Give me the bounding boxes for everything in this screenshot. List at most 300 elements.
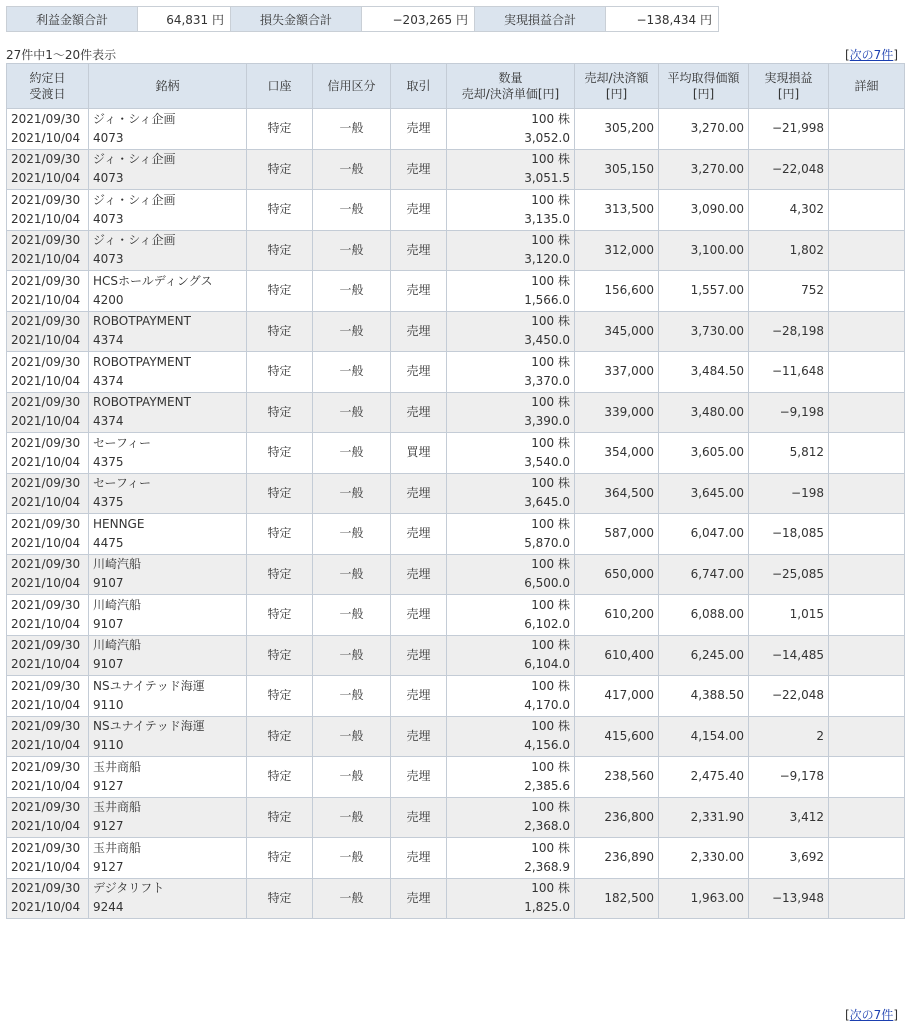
table-row: [7, 149, 905, 190]
quantity-cell: [447, 190, 575, 231]
trade-date: 2021/09/30: [11, 476, 81, 491]
table-row: [7, 352, 905, 393]
quantity-cell: [447, 716, 575, 757]
trade-date: 2021/09/30: [11, 516, 81, 531]
avg-price-cell: 3,100.00: [659, 230, 749, 271]
trade-date: 2021/09/30: [11, 678, 81, 693]
quantity-cell: [447, 230, 575, 271]
name-cell: [89, 190, 247, 231]
table-row: [7, 190, 905, 231]
avg-price-cell: 3,090.00: [659, 190, 749, 231]
account-cell: 特定: [247, 311, 313, 352]
credit-cell: 一般: [313, 190, 391, 231]
quantity: 100 株: [531, 354, 570, 369]
account-cell: 特定: [247, 473, 313, 514]
table-row: [7, 716, 905, 757]
table-row: [7, 757, 905, 798]
amount-cell: 415,600: [575, 716, 659, 757]
pl-cell: 752: [749, 271, 829, 312]
header-avg-price: 平均取得価額 [円]: [659, 64, 749, 109]
table-row: [7, 635, 905, 676]
account-cell: 特定: [247, 190, 313, 231]
settlement-date: 2021/10/04: [11, 495, 81, 510]
pl-cell: −22,048: [749, 149, 829, 190]
account-cell: 特定: [247, 757, 313, 798]
account-cell: 特定: [247, 878, 313, 919]
account-cell: 特定: [247, 797, 313, 838]
account-cell: 特定: [247, 392, 313, 433]
stock-code: 9127: [93, 819, 124, 834]
pl-cell: 4,302: [749, 190, 829, 231]
quantity-cell: [447, 473, 575, 514]
date-cell: [7, 635, 89, 676]
name-cell: [89, 838, 247, 879]
date-cell: [7, 230, 89, 271]
stock-name: 玉井商船: [93, 840, 142, 855]
credit-cell: 一般: [313, 595, 391, 636]
avg-price-cell: 2,475.40: [659, 757, 749, 798]
detail-cell: [829, 311, 905, 352]
unit-price: 3,390.0: [524, 414, 570, 429]
avg-price-cell: 4,154.00: [659, 716, 749, 757]
account-cell: 特定: [247, 838, 313, 879]
settlement-date: 2021/10/04: [11, 252, 81, 267]
header-detail: 詳細: [829, 64, 905, 109]
stock-code: 4200: [93, 292, 124, 307]
header-name: 銘柄: [89, 64, 247, 109]
quantity: 100 株: [531, 273, 570, 288]
stock-name: デジタリフト: [93, 881, 165, 896]
credit-cell: 一般: [313, 676, 391, 717]
trade-cell: 売埋: [391, 311, 447, 352]
unit-price: 6,104.0: [524, 657, 570, 672]
table-row: [7, 271, 905, 312]
name-cell: [89, 271, 247, 312]
settlement-date: 2021/10/04: [11, 535, 81, 550]
account-cell: 特定: [247, 554, 313, 595]
trade-cell: 売埋: [391, 878, 447, 919]
quantity-cell: [447, 352, 575, 393]
trade-cell: 売埋: [391, 109, 447, 150]
pl-cell: −22,048: [749, 676, 829, 717]
table-row: [7, 878, 905, 919]
quantity-cell: [447, 797, 575, 838]
trade-cell: 売埋: [391, 352, 447, 393]
avg-price-cell: 1,557.00: [659, 271, 749, 312]
name-cell: [89, 595, 247, 636]
settlement-date: 2021/10/04: [11, 333, 81, 348]
pl-cell: 2: [749, 716, 829, 757]
unit-price: 1,566.0: [524, 292, 570, 307]
detail-cell: [829, 676, 905, 717]
quantity: 100 株: [531, 435, 570, 450]
quantity-cell: [447, 878, 575, 919]
detail-cell: [829, 595, 905, 636]
stock-code: 4374: [93, 373, 124, 388]
trade-cell: 売埋: [391, 635, 447, 676]
name-cell: [89, 473, 247, 514]
stock-code: 9127: [93, 778, 124, 793]
trade-date: 2021/09/30: [11, 800, 81, 815]
date-cell: [7, 838, 89, 879]
settlement-date: 2021/10/04: [11, 859, 81, 874]
credit-cell: 一般: [313, 149, 391, 190]
header-date: 約定日 受渡日: [7, 64, 89, 109]
unit-price: 2,385.6: [524, 778, 570, 793]
credit-cell: 一般: [313, 635, 391, 676]
amount-cell: 587,000: [575, 514, 659, 555]
settlement-date: 2021/10/04: [11, 576, 81, 591]
name-cell: [89, 797, 247, 838]
name-cell: [89, 109, 247, 150]
table-row: [7, 514, 905, 555]
pl-cell: −198: [749, 473, 829, 514]
quantity: 100 株: [531, 638, 570, 653]
avg-price-cell: 6,088.00: [659, 595, 749, 636]
table-row: [7, 676, 905, 717]
settlement-date: 2021/10/04: [11, 130, 81, 145]
settlement-date: 2021/10/04: [11, 414, 81, 429]
pl-cell: −25,085: [749, 554, 829, 595]
credit-cell: 一般: [313, 838, 391, 879]
trade-date: 2021/09/30: [11, 314, 81, 329]
header-account: 口座: [247, 64, 313, 109]
avg-price-cell: 3,484.50: [659, 352, 749, 393]
trade-date: 2021/09/30: [11, 233, 81, 248]
unit-price: 3,645.0: [524, 495, 570, 510]
avg-price-cell: 3,480.00: [659, 392, 749, 433]
table-row: [7, 797, 905, 838]
quantity: 100 株: [531, 597, 570, 612]
amount-cell: 610,200: [575, 595, 659, 636]
trade-date: 2021/09/30: [11, 192, 81, 207]
date-cell: [7, 757, 89, 798]
stock-name: NSユナイテッド海運: [93, 678, 205, 693]
quantity: 100 株: [531, 476, 570, 491]
name-cell: [89, 554, 247, 595]
pl-cell: −28,198: [749, 311, 829, 352]
pl-cell: 1,015: [749, 595, 829, 636]
name-cell: [89, 433, 247, 474]
avg-price-cell: 4,388.50: [659, 676, 749, 717]
account-cell: 特定: [247, 230, 313, 271]
name-cell: [89, 676, 247, 717]
table-row: [7, 595, 905, 636]
stock-name: ジィ・シィ企画: [93, 111, 176, 126]
avg-price-cell: 3,605.00: [659, 433, 749, 474]
detail-cell: [829, 514, 905, 555]
credit-cell: 一般: [313, 797, 391, 838]
quantity-cell: [447, 757, 575, 798]
stock-name: 川崎汽船: [93, 557, 142, 572]
trade-history-table: [6, 63, 905, 919]
name-cell: [89, 716, 247, 757]
pl-cell: −11,648: [749, 352, 829, 393]
stock-code: 9110: [93, 738, 124, 753]
credit-cell: 一般: [313, 716, 391, 757]
next-page-link-top[interactable]: 次の7件: [849, 48, 894, 62]
amount-cell: 339,000: [575, 392, 659, 433]
stock-code: 9244: [93, 900, 124, 915]
stock-name: ROBOTPAYMENT: [93, 314, 191, 329]
pl-cell: −18,085: [749, 514, 829, 555]
stock-code: 4374: [93, 414, 124, 429]
detail-cell: [829, 554, 905, 595]
trade-cell: 売埋: [391, 838, 447, 879]
unit-price: 3,135.0: [524, 211, 570, 226]
stock-code: 9110: [93, 697, 124, 712]
amount-cell: 345,000: [575, 311, 659, 352]
pagination-bottom: [次の7件]: [844, 1008, 898, 1022]
stock-code: 4375: [93, 454, 124, 469]
quantity: 100 株: [531, 111, 570, 126]
stock-code: 4475: [93, 535, 124, 550]
stock-code: 4375: [93, 495, 124, 510]
stock-code: 9107: [93, 616, 124, 631]
trade-date: 2021/09/30: [11, 354, 81, 369]
avg-price-cell: 6,245.00: [659, 635, 749, 676]
account-cell: 特定: [247, 433, 313, 474]
credit-cell: 一般: [313, 352, 391, 393]
unit-price: 4,156.0: [524, 738, 570, 753]
quantity: 100 株: [531, 800, 570, 815]
quantity-cell: [447, 676, 575, 717]
pl-total-label: 実現損益合計: [475, 7, 606, 32]
settlement-date: 2021/10/04: [11, 454, 81, 469]
account-cell: 特定: [247, 635, 313, 676]
trade-date: 2021/09/30: [11, 273, 81, 288]
amount-cell: 354,000: [575, 433, 659, 474]
settlement-date: 2021/10/04: [11, 616, 81, 631]
account-cell: 特定: [247, 595, 313, 636]
unit-price: 5,870.0: [524, 535, 570, 550]
avg-price-cell: 1,963.00: [659, 878, 749, 919]
stock-code: 9107: [93, 657, 124, 672]
table-row: [7, 433, 905, 474]
trade-cell: 売埋: [391, 514, 447, 555]
quantity-cell: [447, 635, 575, 676]
detail-cell: [829, 838, 905, 879]
stock-name: NSユナイテッド海運: [93, 719, 205, 734]
result-count: 27件中1～20件表示: [6, 48, 117, 62]
credit-cell: 一般: [313, 554, 391, 595]
quantity: 100 株: [531, 395, 570, 410]
quantity: 100 株: [531, 314, 570, 329]
detail-cell: [829, 433, 905, 474]
next-page-link-bottom[interactable]: 次の7件: [849, 1008, 894, 1022]
account-cell: 特定: [247, 149, 313, 190]
quantity-cell: [447, 271, 575, 312]
unit-price: 6,102.0: [524, 616, 570, 631]
amount-cell: 417,000: [575, 676, 659, 717]
quantity: 100 株: [531, 719, 570, 734]
unit-price: 3,052.0: [524, 130, 570, 145]
table-row: [7, 554, 905, 595]
amount-cell: 236,800: [575, 797, 659, 838]
amount-cell: 305,200: [575, 109, 659, 150]
name-cell: [89, 352, 247, 393]
amount-cell: 610,400: [575, 635, 659, 676]
trade-date: 2021/09/30: [11, 395, 81, 410]
quantity: 100 株: [531, 516, 570, 531]
trade-cell: 売埋: [391, 797, 447, 838]
settlement-date: 2021/10/04: [11, 211, 81, 226]
quantity: 100 株: [531, 192, 570, 207]
settlement-date: 2021/10/04: [11, 738, 81, 753]
unit-price: 3,120.0: [524, 252, 570, 267]
date-cell: [7, 716, 89, 757]
unit-price: 2,368.9: [524, 859, 570, 874]
settlement-date: 2021/10/04: [11, 778, 81, 793]
stock-name: ROBOTPAYMENT: [93, 354, 191, 369]
account-cell: 特定: [247, 514, 313, 555]
pl-cell: 3,692: [749, 838, 829, 879]
pl-cell: −13,948: [749, 878, 829, 919]
date-cell: [7, 271, 89, 312]
detail-cell: [829, 149, 905, 190]
trade-cell: 買埋: [391, 433, 447, 474]
detail-cell: [829, 797, 905, 838]
detail-cell: [829, 271, 905, 312]
detail-cell: [829, 473, 905, 514]
detail-cell: [829, 757, 905, 798]
date-cell: [7, 473, 89, 514]
settlement-date: 2021/10/04: [11, 292, 81, 307]
name-cell: [89, 878, 247, 919]
date-cell: [7, 554, 89, 595]
table-row: [7, 838, 905, 879]
date-cell: [7, 352, 89, 393]
amount-cell: 236,890: [575, 838, 659, 879]
stock-name: ジィ・シィ企画: [93, 233, 176, 248]
trade-cell: 売埋: [391, 271, 447, 312]
pl-cell: −9,198: [749, 392, 829, 433]
summary-table: [6, 6, 719, 32]
avg-price-cell: 2,330.00: [659, 838, 749, 879]
stock-name: ROBOTPAYMENT: [93, 395, 191, 410]
quantity-cell: [447, 311, 575, 352]
loss-total-label: 損失金額合計: [231, 7, 362, 32]
settlement-date: 2021/10/04: [11, 171, 81, 186]
stock-name: ジィ・シィ企画: [93, 192, 176, 207]
date-cell: [7, 311, 89, 352]
trade-date: 2021/09/30: [11, 152, 81, 167]
settlement-date: 2021/10/04: [11, 819, 81, 834]
quantity: 100 株: [531, 759, 570, 774]
trade-cell: 売埋: [391, 757, 447, 798]
date-cell: [7, 433, 89, 474]
trade-cell: 売埋: [391, 716, 447, 757]
trade-date: 2021/09/30: [11, 840, 81, 855]
stock-code: 4073: [93, 252, 124, 267]
amount-cell: 305,150: [575, 149, 659, 190]
name-cell: [89, 392, 247, 433]
stock-code: 4073: [93, 171, 124, 186]
detail-cell: [829, 190, 905, 231]
pl-cell: 3,412: [749, 797, 829, 838]
detail-cell: [829, 878, 905, 919]
detail-cell: [829, 392, 905, 433]
date-cell: [7, 797, 89, 838]
name-cell: [89, 149, 247, 190]
quantity: 100 株: [531, 152, 570, 167]
stock-name: 川崎汽船: [93, 597, 142, 612]
date-cell: [7, 109, 89, 150]
date-cell: [7, 878, 89, 919]
stock-name: 川崎汽船: [93, 638, 142, 653]
account-cell: 特定: [247, 716, 313, 757]
amount-cell: 156,600: [575, 271, 659, 312]
header-credit: 信用区分: [313, 64, 391, 109]
credit-cell: 一般: [313, 109, 391, 150]
avg-price-cell: 2,331.90: [659, 797, 749, 838]
table-row: [7, 473, 905, 514]
trade-date: 2021/09/30: [11, 557, 81, 572]
credit-cell: 一般: [313, 311, 391, 352]
stock-name: 玉井商船: [93, 800, 142, 815]
trade-cell: 売埋: [391, 230, 447, 271]
pl-cell: −9,178: [749, 757, 829, 798]
table-row: [7, 392, 905, 433]
unit-price: 3,540.0: [524, 454, 570, 469]
trade-date: 2021/09/30: [11, 435, 81, 450]
name-cell: [89, 311, 247, 352]
detail-cell: [829, 635, 905, 676]
quantity: 100 株: [531, 881, 570, 896]
stock-code: 4073: [93, 130, 124, 145]
quantity-cell: [447, 838, 575, 879]
profit-total-label: 利益金額合計: [7, 7, 138, 32]
trade-cell: 売埋: [391, 595, 447, 636]
quantity: 100 株: [531, 840, 570, 855]
pl-cell: 5,812: [749, 433, 829, 474]
profit-total-value: 64,831 円: [138, 7, 231, 32]
account-cell: 特定: [247, 676, 313, 717]
settlement-date: 2021/10/04: [11, 657, 81, 672]
avg-price-cell: 3,645.00: [659, 473, 749, 514]
quantity-cell: [447, 109, 575, 150]
date-cell: [7, 190, 89, 231]
loss-total-value: −203,265 円: [362, 7, 475, 32]
amount-cell: 182,500: [575, 878, 659, 919]
stock-name: ジィ・シィ企画: [93, 152, 176, 167]
table-row: [7, 311, 905, 352]
detail-cell: [829, 352, 905, 393]
table-row: [7, 109, 905, 150]
amount-cell: 313,500: [575, 190, 659, 231]
account-cell: 特定: [247, 109, 313, 150]
trade-cell: 売埋: [391, 554, 447, 595]
stock-code: 9107: [93, 576, 124, 591]
amount-cell: 238,560: [575, 757, 659, 798]
credit-cell: 一般: [313, 392, 391, 433]
credit-cell: 一般: [313, 473, 391, 514]
quantity-cell: [447, 149, 575, 190]
quantity: 100 株: [531, 233, 570, 248]
credit-cell: 一般: [313, 271, 391, 312]
quantity-cell: [447, 392, 575, 433]
date-cell: [7, 392, 89, 433]
table-header-row: [7, 64, 905, 109]
avg-price-cell: 3,270.00: [659, 109, 749, 150]
trade-cell: 売埋: [391, 149, 447, 190]
unit-price: 4,170.0: [524, 697, 570, 712]
unit-price: 3,370.0: [524, 373, 570, 388]
unit-price: 6,500.0: [524, 576, 570, 591]
detail-cell: [829, 109, 905, 150]
settlement-date: 2021/10/04: [11, 697, 81, 712]
account-cell: 特定: [247, 271, 313, 312]
